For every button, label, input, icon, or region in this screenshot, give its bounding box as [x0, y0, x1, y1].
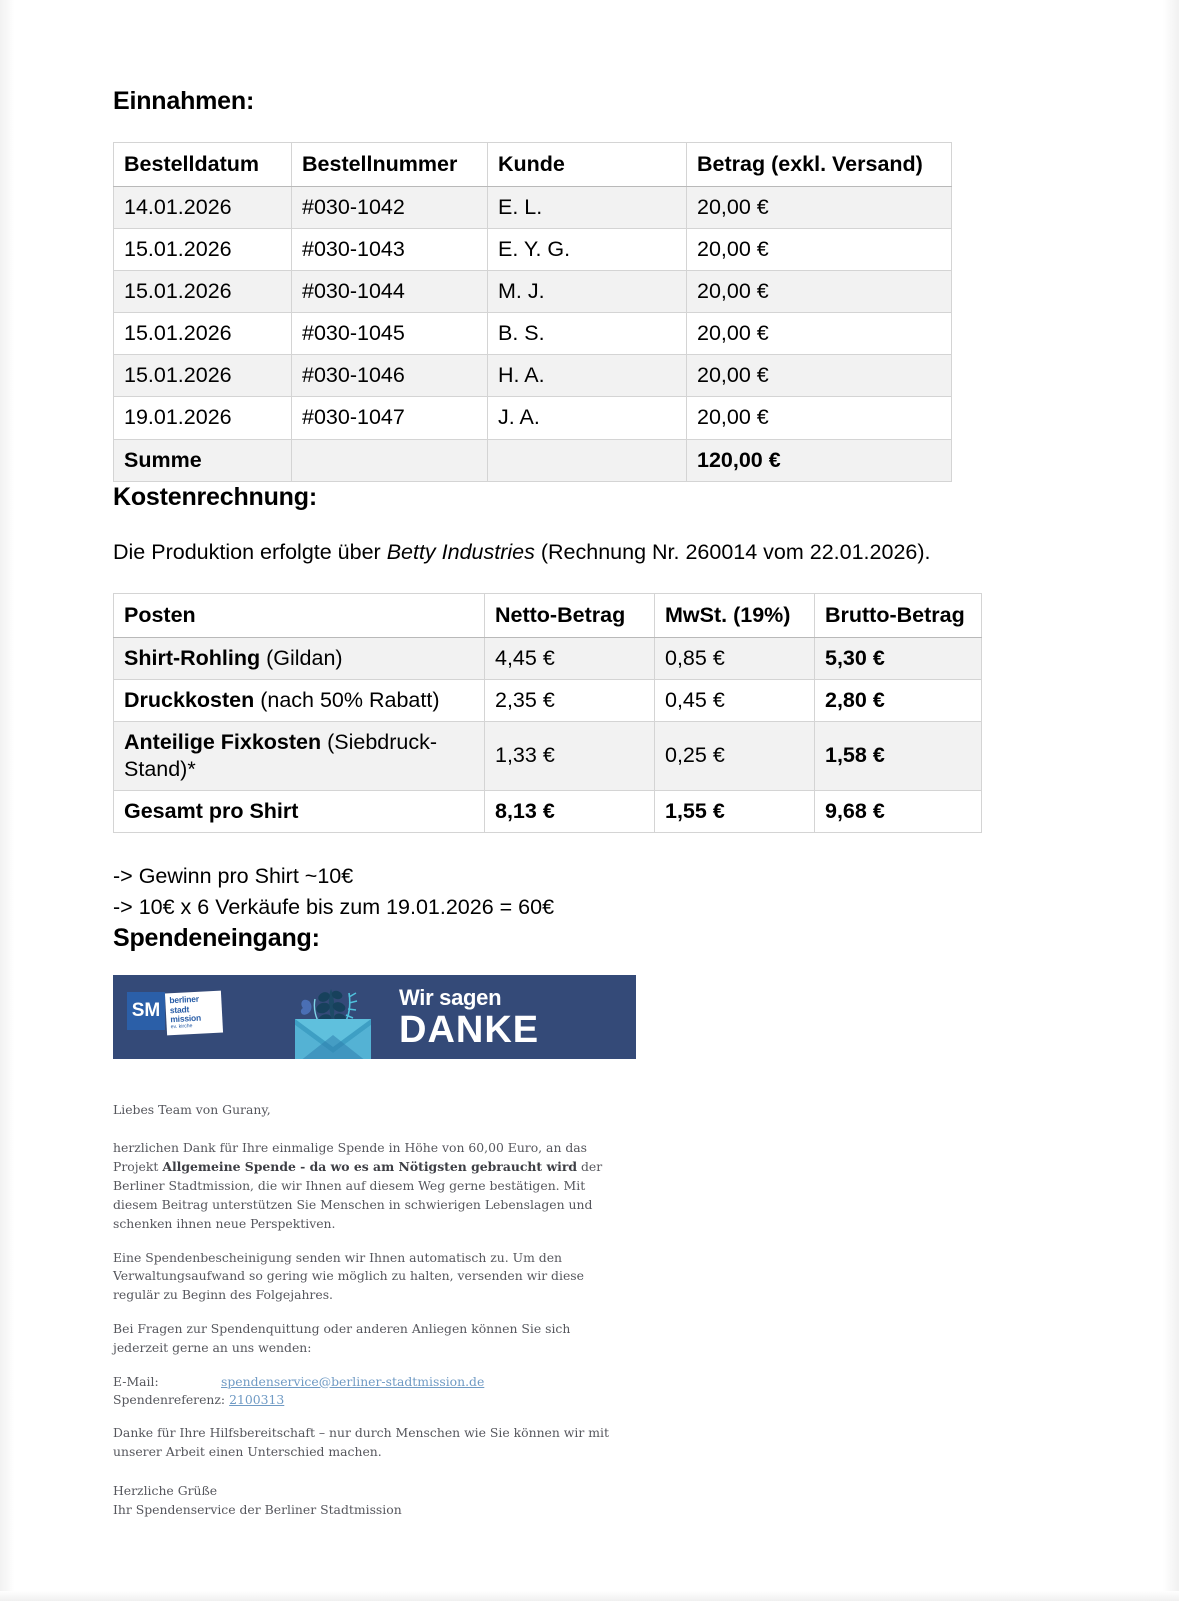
letter-p1-before: herzlichen Dank für Ihre einmalige Spende in Höhe von 60,00 Euro, an das Projekt: [113, 1140, 588, 1175]
income-table-header-row: [114, 143, 952, 187]
cell-netto: 4,45 €: [485, 637, 655, 679]
letter-paragraph-1: [113, 1139, 613, 1233]
cell-item: [114, 679, 485, 721]
cell-date: 15.01.2026: [114, 271, 292, 313]
table-row: [114, 187, 952, 229]
letter-paragraph-2: Eine Spendenbescheinigung senden wir Ihnen automatisch zu. Um den Verwaltungsaufwand so gering wie möglich zu halten, versenden wir diese regulär zu Beginn des Folgejahres.: [113, 1249, 584, 1303]
costing-total-label: Gesamt pro Shirt: [114, 791, 485, 833]
letter-salutation: Liebes Team von Gurany,: [113, 1102, 271, 1118]
cell-customer: M. J.: [488, 271, 687, 313]
cell-item-detail: (Gildan): [260, 645, 343, 670]
income-total-spacer-2: [488, 439, 687, 481]
income-total-amount: 120,00 €: [687, 439, 952, 481]
cell-customer: J. A.: [488, 397, 687, 439]
cell-customer: E. Y. G.: [488, 229, 687, 271]
income-total-spacer-1: [292, 439, 488, 481]
cell-amount: 20,00 €: [687, 313, 952, 355]
table-row: [114, 637, 982, 679]
contact-email-row: [113, 1373, 613, 1391]
cell-amount: 20,00 €: [687, 229, 952, 271]
income-table: [113, 142, 952, 482]
signoff-line-1: Herzliche Grüße: [113, 1483, 218, 1499]
reference-label: Spendenreferenz:: [113, 1392, 226, 1408]
cell-mwst: 0,45 €: [655, 679, 815, 721]
table-row: [114, 271, 952, 313]
cell-amount: 20,00 €: [687, 355, 952, 397]
signoff-line-2: Ihr Spendenservice der Berliner Stadtmission: [113, 1501, 402, 1517]
logo-line-1: berliner: [169, 994, 200, 1006]
contact-reference-row: [113, 1391, 613, 1409]
cell-customer: B. S.: [488, 313, 687, 355]
letter-signoff: [113, 1482, 613, 1519]
costing-col-brutto: Brutto-Betrag: [815, 593, 982, 637]
table-row: [114, 229, 952, 271]
cell-date: 14.01.2026: [114, 187, 292, 229]
costing-intro-before: Die Produktion erfolgte über: [113, 539, 387, 564]
cell-order: #030-1043: [292, 229, 488, 271]
stadtmission-logo: [127, 992, 222, 1034]
income-total-label: Summe: [114, 439, 292, 481]
costing-intro-after: (Rechnung Nr. 260014 vom 22.01.2026).: [534, 539, 931, 564]
profit-line-total: -> 10€ x 6 Verkäufe bis zum 19.01.2026 = 60€: [113, 895, 555, 920]
table-row: [114, 313, 952, 355]
costing-heading: Kostenrechnung:: [113, 482, 317, 511]
cell-item: [114, 637, 485, 679]
logo-wordmark: [165, 991, 223, 1036]
costing-total-netto: 8,13 €: [485, 791, 655, 833]
cell-brutto: 5,30 €: [815, 637, 982, 679]
costing-total-mwst: 1,55 €: [655, 791, 815, 833]
cell-amount: 20,00 €: [687, 187, 952, 229]
cell-order: #030-1046: [292, 355, 488, 397]
cell-date: 15.01.2026: [114, 355, 292, 397]
cell-mwst: 0,85 €: [655, 637, 815, 679]
income-col-date: Bestelldatum: [114, 143, 292, 187]
letter-paragraph-4: Danke für Ihre Hilfsbereitschaft – nur durch Menschen wie Sie können wir mit unserer Arbeit einen Unterschied machen.: [113, 1425, 609, 1460]
envelope-with-plants-icon: [279, 979, 387, 1059]
email-label: E-Mail:: [113, 1373, 159, 1389]
cell-item-name: Anteilige Fixkosten: [124, 729, 322, 754]
cell-order: #030-1044: [292, 271, 488, 313]
costing-intro-paragraph: [113, 538, 1179, 567]
cell-date: 19.01.2026: [114, 397, 292, 439]
banner-headline-small: Wir sagen: [399, 985, 502, 1011]
cell-amount: 20,00 €: [687, 397, 952, 439]
income-col-order: Bestellnummer: [292, 143, 488, 187]
income-heading: Einnahmen:: [113, 87, 255, 115]
letter-p1-project: Allgemeine Spende - da wo es am Nötigsten gebraucht wird: [162, 1159, 578, 1175]
income-col-customer: Kunde: [488, 143, 687, 187]
logo-line-4: ev. kirche: [170, 1023, 193, 1031]
logo-mark-icon: SM: [127, 992, 165, 1030]
profit-summary: [113, 861, 1179, 923]
cell-item-detail: (Siebdruck-Stand)*: [124, 729, 438, 781]
cell-order: #030-1045: [292, 313, 488, 355]
costing-col-item: Posten: [114, 593, 485, 637]
profit-line-per-shirt: -> Gewinn pro Shirt ~10€: [113, 864, 354, 889]
income-total-row: [114, 439, 952, 481]
email-link[interactable]: spendenservice@berliner-stadtmission.de: [221, 1373, 485, 1389]
cell-customer: E. L.: [488, 187, 687, 229]
cell-order: #030-1047: [292, 397, 488, 439]
cell-brutto: 2,80 €: [815, 679, 982, 721]
page-edge-bottom: [0, 1591, 1179, 1601]
donation-heading: Spendeneingang:: [113, 924, 320, 953]
table-row: [114, 679, 982, 721]
costing-table-header-row: [114, 593, 982, 637]
cell-brutto: 1,58 €: [815, 721, 982, 790]
income-col-amount: Betrag (exkl. Versand): [687, 143, 952, 187]
cell-item-detail: (nach 50% Rabatt): [254, 687, 440, 712]
costing-col-mwst: MwSt. (19%): [655, 593, 815, 637]
cell-item-name: Druckkosten: [124, 687, 255, 712]
costing-intro-company: Betty Industries: [386, 539, 535, 564]
logo-line-2: stadt: [169, 1004, 190, 1016]
costing-table: [113, 593, 982, 833]
costing-total-brutto: 9,68 €: [815, 791, 982, 833]
reference-link[interactable]: 2100313: [229, 1392, 285, 1408]
costing-total-row: [114, 791, 982, 833]
banner-headline: [399, 987, 539, 1050]
table-row: [114, 397, 952, 439]
cell-order: #030-1042: [292, 187, 488, 229]
costing-col-netto: Netto-Betrag: [485, 593, 655, 637]
cell-item: [114, 721, 485, 790]
cell-date: 15.01.2026: [114, 313, 292, 355]
cell-item-name: Shirt-Rohling: [124, 645, 261, 670]
banner-headline-large: DANKE: [399, 1009, 540, 1052]
letter-contact-block: [113, 1373, 613, 1410]
table-row: [114, 355, 952, 397]
cell-mwst: 0,25 €: [655, 721, 815, 790]
cell-netto: 1,33 €: [485, 721, 655, 790]
logo-line-3: mission: [170, 1013, 202, 1025]
cell-amount: 20,00 €: [687, 271, 952, 313]
donation-letter: [113, 1101, 613, 1519]
cell-date: 15.01.2026: [114, 229, 292, 271]
cell-netto: 2,35 €: [485, 679, 655, 721]
letter-paragraph-3: Bei Fragen zur Spendenquittung oder anderen Anliegen können Sie sich jederzeit gerne an uns wenden:: [113, 1321, 571, 1355]
donation-banner: [113, 975, 636, 1059]
letter-p1-after: der Berliner Stadtmission, die wir Ihnen auf diesem Weg gerne bestätigen. Mit diesem Beitrag unterstützen Sie Menschen in schwierigen Lebenslagen und schenken ihnen neue Perspektiven.: [113, 1159, 603, 1231]
table-row: [114, 721, 982, 790]
cell-customer: H. A.: [488, 355, 687, 397]
